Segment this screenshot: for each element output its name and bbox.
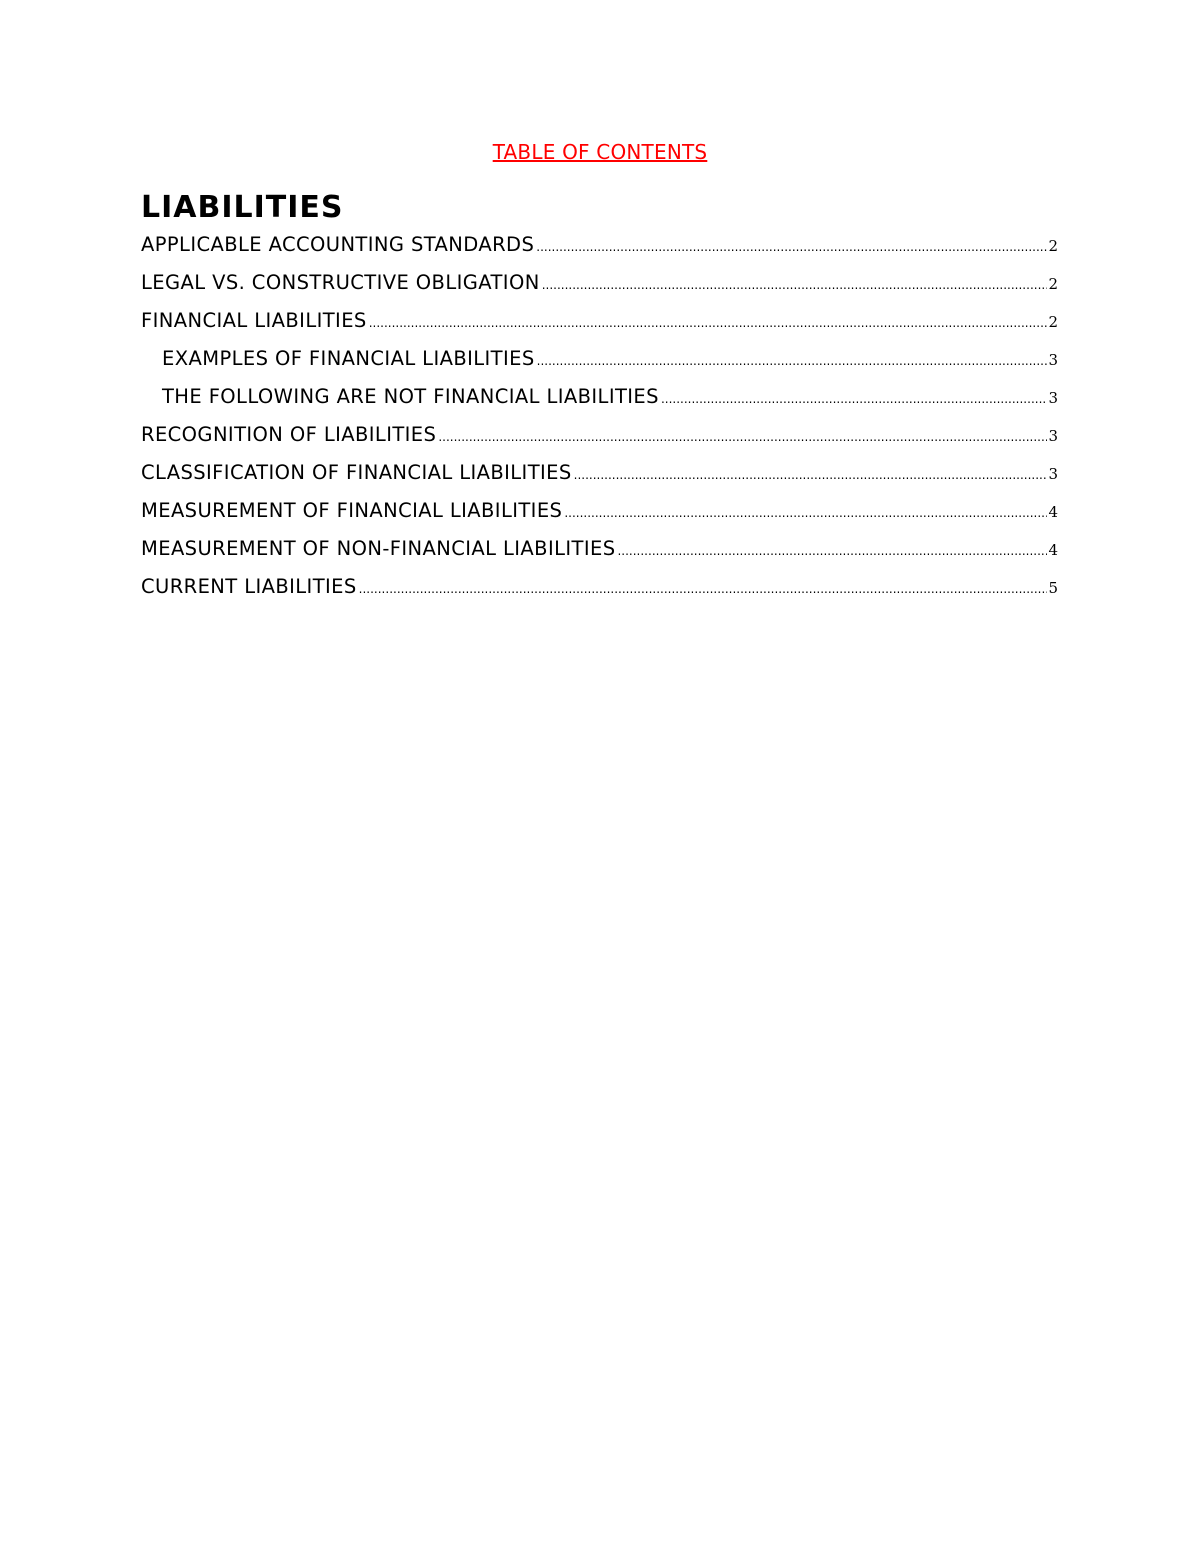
toc-list <box>141 226 1058 606</box>
toc-entry-label: CLASSIFICATION OF FINANCIAL LIABILITIES <box>141 461 572 484</box>
toc-entry-label: LEGAL VS. CONSTRUCTIVE OBLIGATION <box>141 271 540 294</box>
toc-entry-page-number: 3 <box>1048 389 1058 407</box>
toc-dot-leader <box>537 342 1048 380</box>
toc-entry-label: APPLICABLE ACCOUNTING STANDARDS <box>141 233 535 256</box>
toc-entry-page-number: 3 <box>1048 465 1058 483</box>
toc-entry[interactable] <box>141 226 1058 264</box>
toc-subentry[interactable] <box>141 340 1058 378</box>
toc-dot-leader <box>574 456 1048 494</box>
toc-entry[interactable] <box>141 492 1058 530</box>
toc-dot-leader <box>564 494 1047 532</box>
toc-entry-label: FINANCIAL LIABILITIES <box>141 309 367 332</box>
toc-heading: LIABILITIES <box>141 190 344 225</box>
toc-entry-page-number: 4 <box>1048 541 1058 559</box>
toc-entry[interactable] <box>141 454 1058 492</box>
toc-entry[interactable] <box>141 302 1058 340</box>
toc-dot-leader <box>536 228 1047 266</box>
toc-entry-label: CURRENT LIABILITIES <box>141 575 357 598</box>
toc-entry-page-number: 3 <box>1048 351 1058 369</box>
toc-entry-page-number: 3 <box>1048 427 1058 445</box>
toc-entry-page-number: 4 <box>1048 503 1058 521</box>
toc-entry-label: THE FOLLOWING ARE NOT FINANCIAL LIABILITIES <box>162 385 659 408</box>
toc-dot-leader <box>661 380 1048 418</box>
toc-entry[interactable] <box>141 530 1058 568</box>
toc-dot-leader <box>359 570 1048 608</box>
toc-dot-leader <box>438 418 1047 456</box>
toc-entry-label: MEASUREMENT OF NON-FINANCIAL LIABILITIES <box>141 537 616 560</box>
toc-entry-page-number: 2 <box>1048 237 1058 255</box>
toc-entry[interactable] <box>141 264 1058 302</box>
toc-dot-leader <box>617 532 1047 570</box>
toc-entry-label: MEASUREMENT OF FINANCIAL LIABILITIES <box>141 499 563 522</box>
toc-entry-page-number: 2 <box>1048 313 1058 331</box>
toc-title[interactable]: TABLE OF CONTENTS <box>492 140 708 164</box>
toc-entry-label: RECOGNITION OF LIABILITIES <box>141 423 437 446</box>
toc-dot-leader <box>369 304 1048 342</box>
toc-entry-page-number: 5 <box>1048 579 1058 597</box>
toc-entry-page-number: 2 <box>1048 275 1058 293</box>
toc-entry-label: EXAMPLES OF FINANCIAL LIABILITIES <box>162 347 535 370</box>
toc-entry[interactable] <box>141 416 1058 454</box>
toc-dot-leader <box>542 266 1048 304</box>
toc-subentry[interactable] <box>141 378 1058 416</box>
toc-entry[interactable] <box>141 568 1058 606</box>
